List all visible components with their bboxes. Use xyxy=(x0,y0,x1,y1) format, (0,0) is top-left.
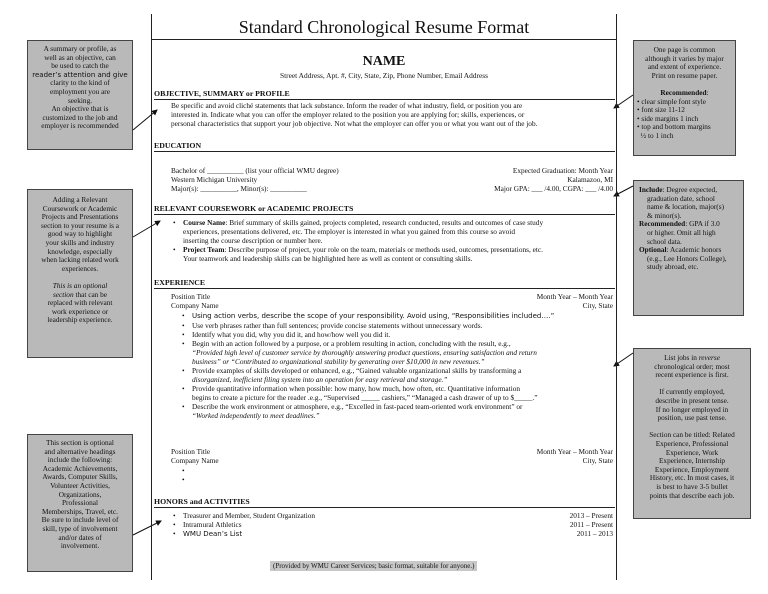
list-item: • Provide examples of skills developed or enhanced, e.g., “Gained valuable organizational skills by transforming a disorganized, inefficient filing system into an operation for easy retrieval and storage.” xyxy=(180,366,613,384)
list-item: • Use verb phrases rather than full sentences; provide concise statements without unnecessary words. xyxy=(180,321,613,330)
job-2-header: Position Title Company Name xyxy=(171,447,219,465)
list-item: • Project Team: Describe purpose of project, your role on the team, materials or methods used, outcomes, presentations, etc. Your teamwork and leadership skills can be highlighted here as well as content or consulting skills. xyxy=(171,245,613,263)
list-item: • Identify what you did, why you did it, and how/how well you did it. xyxy=(180,330,613,339)
list-item xyxy=(180,466,194,475)
objective-text: Be specific and avoid cliché statements that lack substance. Inform the reader of what industry, field, or position you are interested in. Indicate what you can offer the employer related to the position you are applying for; skills, experiences, or personal characteristics that support your job objective. Not what the employer can offer you or what you want out of the job. xyxy=(171,101,538,128)
note-education: Include: Degree expected, graduation date, school name & location, major(s) & minor(s). Recommended: GPA if 3.0 or higher. Omit all high school data. Optional: Academic honors (e.g., Lee Honors College), study abroad, etc. xyxy=(633,180,744,316)
coursework-list xyxy=(171,218,613,263)
job-1-dates: Month Year – Month Year City, State xyxy=(536,292,613,310)
experience-bullets xyxy=(180,311,613,420)
job-1-header: Position Title Company Name xyxy=(171,292,219,310)
resume-name: NAME xyxy=(362,54,406,69)
list-item: • WMU Dean’s List 2011 – 2013 xyxy=(171,529,613,539)
resume-address: Street Address, Apt. #, City, State, Zip, Phone Number, Email Address xyxy=(280,71,488,80)
job-2-dates: Month Year – Month Year City, State xyxy=(536,447,613,465)
section-heading-education: EDUCATION xyxy=(154,141,615,152)
section-heading-honors: HONORS and ACTIVITIES xyxy=(154,497,615,508)
list-item: • Course Name: Brief summary of skills gained, projects completed, research conducted, results and outcomes of case study experiences, presentations delivered, etc. The employer is interested in what you gained from this course so avoid inserting the course description or number here. xyxy=(171,218,613,245)
education-right: Expected Graduation: Month Year Kalamazoo, MI Major GPA: ___ /4.00, CGPA: ___ /4.00 xyxy=(494,166,613,193)
resume-page xyxy=(151,14,617,580)
list-item: • Treasurer and Member, Student Organization 2013 – Present xyxy=(171,511,613,520)
note-summary: A summary or profile, as well as an objective, can be used to catch the reader’s attention and give clarity to the kind of employment you are seeking. An objective that is customized to the job and employer is recommended xyxy=(27,40,133,150)
list-item: • Using action verbs, describe the scope of your responsibility. Avoid using, “Responsibilities included….” xyxy=(180,311,613,321)
list-item xyxy=(180,475,194,484)
page-title: Standard Chronological Resume Format xyxy=(238,17,530,37)
list-item: • Provide quantitative information when possible: how many, how much, how often, etc. Quantitative information begins to create a picture for the reader .e.g., “Supervised _____ cashiers,” “Managed a cash drawer of up to $_____.” xyxy=(180,384,613,402)
title-divider xyxy=(151,39,617,40)
section-heading-coursework: RELEVANT COURSEWORK or ACADEMIC PROJECTS xyxy=(154,204,615,215)
list-item: • Intramural Athletics 2011 – Present xyxy=(171,520,613,529)
note-format: One page is common although it varies by major and extent of experience. Print on resume paper. Recommended: • clear simple font style • font size 11-12 • side margins 1 inch • top and bottom margins ½ to 1 inch xyxy=(633,40,736,156)
section-heading-experience: EXPERIENCE xyxy=(154,278,615,289)
note-honors: This section is optional and alternative headings include the following: Academic Achievements, Awards, Computer Skills, Volunteer Activities, Organizations, Professional Memberships, Travel, etc. Be sure to include level of skill, type of involvement and/or dates of involvement. xyxy=(27,434,133,572)
job-2-bullets xyxy=(180,466,194,484)
note-experience: List jobs in reverse chronological order; most recent experience is first. If currently employed, describe in present tense. If no longer employed in position, use past tense. Section can be titled: Related Experience, Professional Experience, Work Experience, Internship Experience, Employment History, etc. In most cases, it is best to have 3-5 bullet points that describe each job. xyxy=(633,348,751,519)
list-item: • Begin with an action followed by a purpose, or a problem resulting in action, concluding with the result, e.g., “Provided high level of customer service by thoroughly answering product questions, ensuring satisfaction and return business” or “Contributed to organizational stability by generating over $10,000 in new revenues.” xyxy=(180,339,613,366)
list-item: • Describe the work environment or atmosphere, e.g., “Excelled in fast-paced team-oriented work environment” or “Worked independently to meet deadlines.” xyxy=(180,402,613,420)
education-left: Bachelor of __________ (list your official WMU degree) Western Michigan University Major(s): __________, Minor(s): __________ xyxy=(171,166,339,193)
note-coursework: Adding a Relevant Coursework or Academic Projects and Presentations section to your resume is a good way to highlight your skills and industry knowledge, especially when lacking related work experiences. This is an optional section that can be replaced with relevant work experience or leadership experience. xyxy=(27,189,133,358)
honors-list xyxy=(171,511,613,539)
section-heading-objective: OBJECTIVE, SUMMARY or PROFILE xyxy=(154,89,615,100)
footer-note: (Provided by WMU Career Services; basic format, suitable for anyone.) xyxy=(270,561,477,571)
